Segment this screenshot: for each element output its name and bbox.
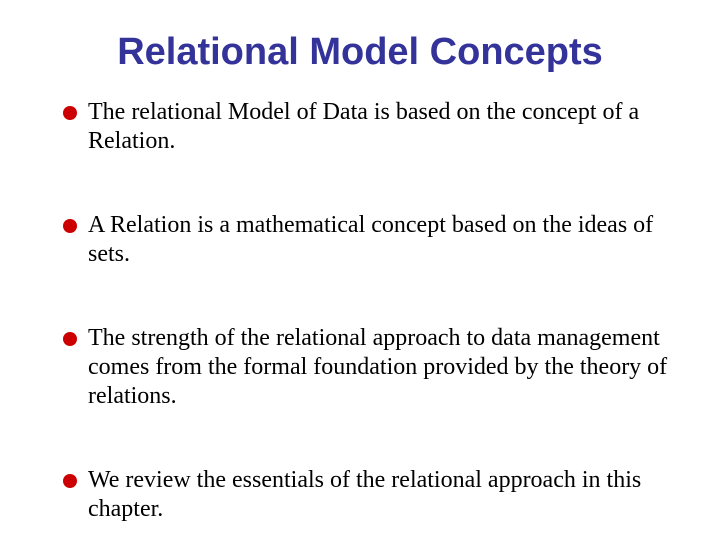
bullet-item [62, 211, 682, 269]
bullet-item [62, 324, 682, 411]
bullet-text: We review the essentials of the relational approach in this chapter. [88, 467, 642, 522]
bullet-text: The relational Model of Data is based on the concept of a Relation. [88, 99, 640, 154]
bullet-dot-icon [63, 219, 77, 233]
bullet-dot-icon [63, 332, 77, 346]
bullet-dot-icon [63, 474, 77, 488]
bullet-text: A Relation is a mathematical concept based on the ideas of sets. [88, 212, 654, 267]
bullet-item [62, 98, 682, 156]
bullet-list [62, 98, 682, 524]
slide-title: Relational Model Concepts [117, 31, 603, 73]
bullet-text: The strength of the relational approach to data management comes from the formal foundation provided by the theory of relations. [88, 325, 668, 409]
bullet-dot-icon [63, 106, 77, 120]
bullet-item [62, 466, 682, 524]
